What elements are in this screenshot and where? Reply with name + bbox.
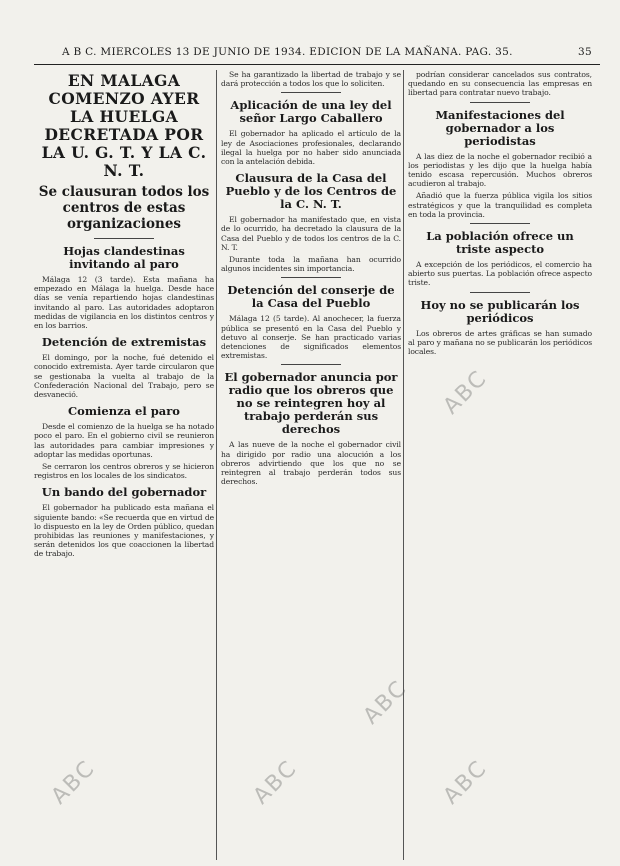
section-title: Hojas clandestinas invitando al paro	[63, 244, 185, 271]
divider	[281, 364, 341, 365]
section-title: Detención del conserje de la Casa del Pueblo	[227, 283, 395, 311]
section-title: Detención de extremistas	[41, 335, 207, 350]
paragraph: Desde el comienzo de la huelga se ha notado poco el paro. En el gobierno civil se reunieron las autoridades para cambiar impresiones y adoptar las medidas oportunas.	[34, 422, 214, 459]
watermark: ABC	[248, 755, 303, 810]
paragraph: A excepción de los periódicos, el comercio ha abierto sus puertas. La población ofrece aspecto triste.	[408, 260, 592, 288]
header-text: A B C. MIERCOLES 13 DE JUNIO DE 1934. EDICION DE LA MAÑANA. PAG. 35.	[62, 46, 513, 58]
column-divider	[403, 70, 404, 860]
divider	[281, 277, 341, 278]
watermark: ABC	[438, 365, 493, 420]
page-header	[62, 46, 592, 62]
paragraph: A las nueve de la noche el gobernador civil ha dirigido por radio una alocución a los obreros advirtiendo que los que no se reintegren al trabajo perderán todos sus derechos.	[221, 440, 401, 487]
header-rule	[34, 64, 600, 65]
paragraph: A las diez de la noche el gobernador recibió a los periodistas y les dijo que la huelga había tenido escasa repercusión. Muchos obreros acudieron al trabajo.	[408, 151, 592, 189]
paragraph: Málaga 12 (3 tarde). Esta mañana ha empezado en Málaga la huelga. Desde hace días se venía repartiendo hojas clandestinas invitando al paro. Las autoridades adoptaron medidas de vigilancia en los distintos centros y en los barrios.	[34, 275, 214, 331]
divider	[281, 92, 341, 93]
divider	[470, 102, 530, 103]
section-title: Comienza el paro	[68, 404, 180, 419]
section-title: La población ofrece un triste aspecto	[426, 229, 574, 257]
paragraph: Se cerraron los centros obreros y se hicieron registros en los locales de los sindicatos.	[34, 462, 214, 481]
section-title: Hoy no se publicarán los periódicos	[420, 297, 580, 325]
paragraph: Se ha garantizado la libertad de trabajo y se dará protección a todos los que lo soliciten.	[221, 70, 401, 89]
main-headline: EN MALAGA COMENZO AYER LA HUELGA DECRETADA POR LA U. G. T. Y LA C. N. T.	[41, 71, 207, 180]
section-title: Aplicación de una ley del señor Largo Caballero	[230, 98, 392, 126]
page-mark: 35	[578, 46, 592, 58]
column-divider	[216, 70, 217, 860]
watermark: ABC	[46, 755, 101, 810]
paragraph: El gobernador ha publicado esta mañana el siguiente bando: «Se recuerda que en virtud de lo dispuesto en la ley de Orden público, quedan prohibidas las reuniones y manifestaciones, y serán detenidos los que coaccionen la libertad de trabajo.	[34, 503, 214, 559]
paragraph: Los obreros de artes gráficas se han sumado al paro y mañana no se publicarán los periódicos locales.	[408, 328, 592, 357]
paragraph: El gobernador ha manifestado que, en vista de lo ocurrido, ha decretado la clausura de la Casa del Pueblo y de todos los centros de la C. N. T.	[221, 215, 401, 252]
watermark: ABC	[438, 755, 493, 810]
paragraph: Durante toda la mañana han ocurrido algunos incidentes sin importancia.	[221, 255, 401, 274]
paragraph: Añadió que la fuerza pública vigila los sitios estratégicos y que la tranquilidad es completa en toda la provincia.	[408, 191, 592, 219]
section-title: Un bando del gobernador	[41, 485, 207, 500]
paragraph: El gobernador ha aplicado el artículo de la ley de Asociaciones profesionales, declarando ilegal la huelga por no haber sido anunciada con la antelación debida.	[221, 129, 401, 167]
paragraph: podrían considerar cancelados sus contratos, quedando en su consecuencia las empresas en libertad para contratar nuevo trabajo.	[408, 70, 592, 98]
paragraph: Málaga 12 (5 tarde). Al anochecer, la fuerza pública se presentó en la Casa del Pueblo y detuvo al conserje. Se han practicado varias detenciones de significados elementos extremistas.	[221, 314, 401, 361]
divider	[470, 223, 530, 224]
column-1	[34, 70, 214, 562]
section-title: El gobernador anuncia por radio que los obreros que no se reintegren hoy al trabajo perderán sus derechos	[224, 370, 398, 437]
section-title: Manifestaciones del gobernador a los periodistas	[435, 107, 565, 148]
watermark: ABC	[358, 675, 413, 730]
column-2	[221, 70, 401, 489]
divider	[470, 292, 530, 293]
section-title: Clausura de la Casa del Pueblo y de los Centros de la C. N. T.	[225, 171, 397, 212]
subheadline: Se clausuran todos los centros de estas organizaciones	[38, 184, 210, 232]
divider	[94, 238, 154, 239]
paragraph: El domingo, por la noche, fué detenido el conocido extremista. Ayer tarde circularon que se gestionaba la vuelta al trabajo de la Confederación Nacional del Trabajo, pero se desvaneció.	[34, 353, 214, 400]
column-3	[408, 70, 592, 359]
